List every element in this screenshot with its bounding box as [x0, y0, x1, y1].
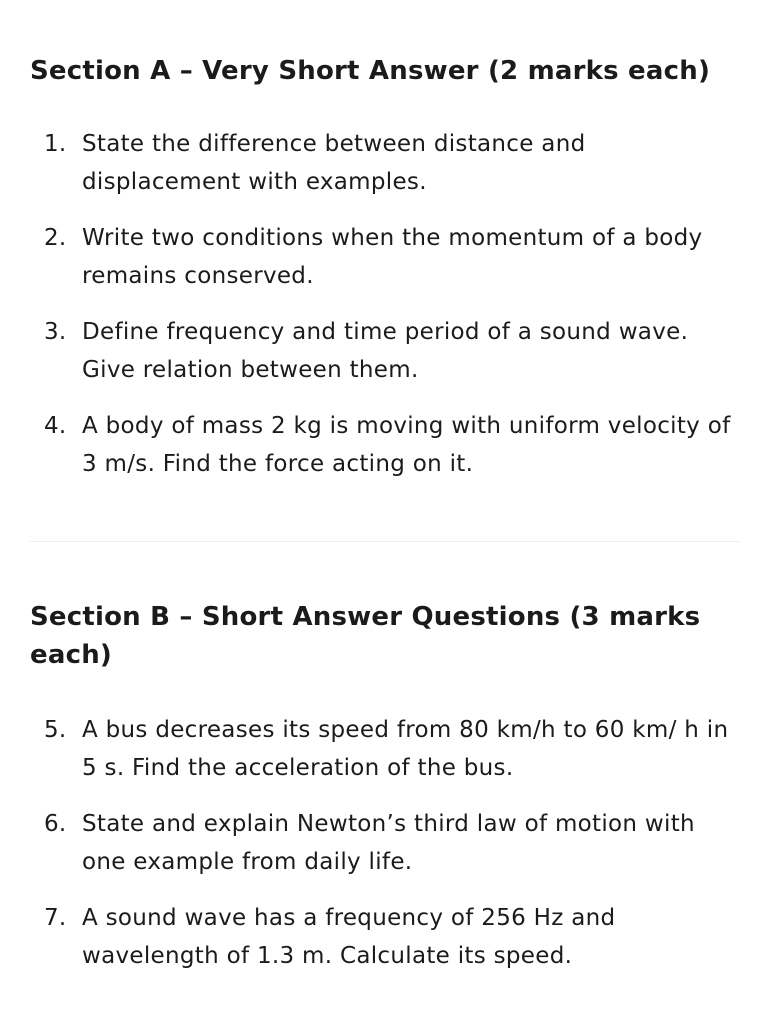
question-text: State the difference between distance and displacement with examples. — [82, 131, 586, 195]
question-text: Write two conditions when the momentum of a body remains conserved. — [82, 225, 703, 289]
question-item — [30, 219, 746, 295]
question-item — [30, 805, 746, 881]
section-divider — [30, 541, 740, 542]
question-text: A bus decreases its speed from 80 km/h to 60 km/ h in 5 s. Find the acceleration of the bus. — [82, 717, 729, 781]
question-text: A body of mass 2 kg is moving with uniform velocity of 3 m/s. Find the force acting on it. — [82, 413, 731, 477]
question-item — [30, 407, 746, 483]
question-number: 7. — [44, 905, 67, 931]
section-b-heading: Section B – Short Answer Questions (3 marks each) — [30, 602, 701, 670]
question-number: 4. — [44, 413, 67, 439]
question-text: Define frequency and time period of a sound wave. Give relation between them. — [82, 319, 689, 383]
question-number: 6. — [44, 811, 67, 837]
question-number: 2. — [44, 225, 67, 251]
question-text: State and explain Newton’s third law of motion with one example from daily life. — [82, 811, 695, 875]
question-number: 5. — [44, 717, 67, 743]
question-text: A sound wave has a frequency of 256 Hz and wavelength of 1.3 m. Calculate its speed. — [82, 905, 616, 969]
section-b-question-list — [30, 711, 746, 993]
question-item — [30, 899, 746, 975]
question-item — [30, 313, 746, 389]
section-a-question-list — [30, 125, 746, 501]
section-a-heading: Section A – Very Short Answer (2 marks each) — [30, 56, 711, 86]
question-number: 1. — [44, 131, 67, 157]
question-number: 3. — [44, 319, 67, 345]
question-item — [30, 711, 746, 787]
question-item — [30, 125, 746, 201]
